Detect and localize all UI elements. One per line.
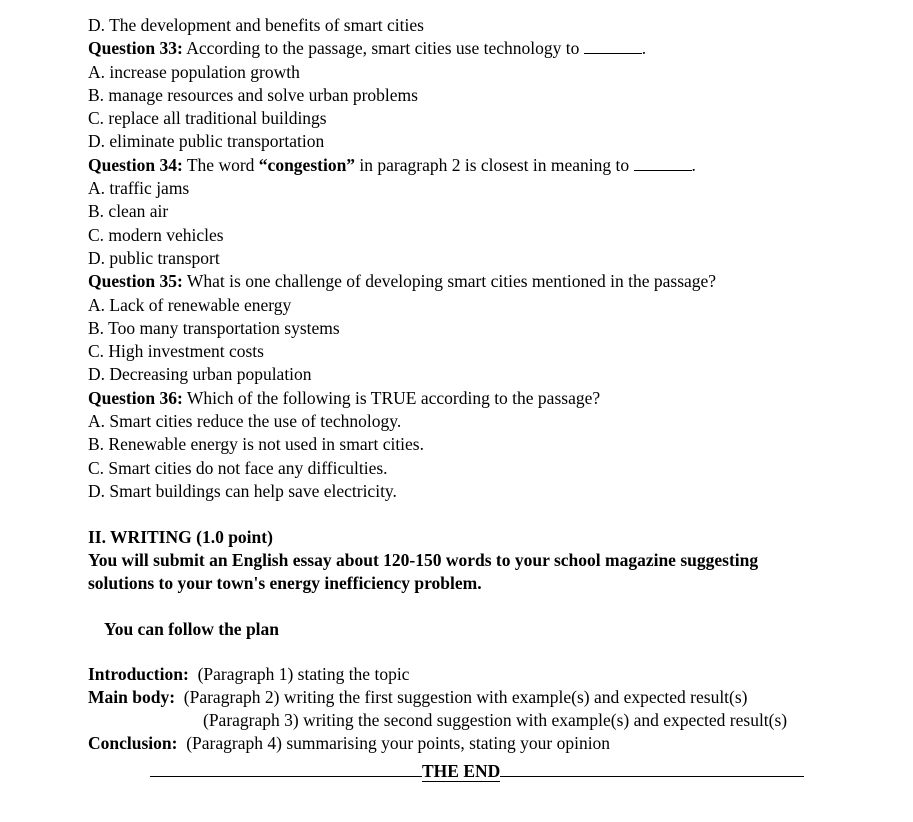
- q36-text: Which of the following is TRUE according to the passage?: [182, 387, 601, 408]
- writing-heading: II. WRITING (1.0 point): [88, 527, 273, 548]
- writing-task-line1: You will submit an English essay about 120-150 words to your school magazine suggesting: [88, 550, 759, 571]
- end-rule-left: [150, 760, 422, 777]
- writing-task-line2: solutions to your town's energy inefficiency problem.: [88, 573, 482, 594]
- q33-option-a: A. increase population growth: [88, 61, 300, 82]
- q33-blank: [584, 37, 642, 54]
- conclusion-label: Conclusion:: [88, 733, 178, 754]
- intro-text: (Paragraph 1) stating the topic: [188, 664, 410, 685]
- q33-option-c: C. replace all traditional buildings: [88, 108, 327, 129]
- q33-stem: [88, 37, 888, 60]
- q33-label: Question 33:: [88, 38, 183, 59]
- outline-main-body-2: [88, 709, 888, 732]
- q35-label: Question 35:: [88, 271, 183, 292]
- q34-text-b: in paragraph 2 is closest in meaning to: [355, 154, 634, 175]
- main-label: Main body:: [88, 687, 176, 708]
- q33-text: According to the passage, smart cities use technology to: [182, 38, 584, 59]
- outline-conclusion: [88, 732, 888, 755]
- q32-option-d: D. The development and benefits of smart cities: [88, 15, 424, 35]
- intro-label: Introduction:: [88, 664, 189, 685]
- q34-option-c: C. modern vehicles: [88, 224, 224, 245]
- the-end-line: [150, 760, 816, 783]
- q35-text: What is one challenge of developing smart cities mentioned in the passage?: [182, 271, 717, 292]
- q35-stem: [88, 270, 888, 293]
- q34-keyword: “congestion”: [258, 154, 356, 175]
- q35-option-a: A. Lack of renewable energy: [88, 294, 292, 315]
- q36-label: Question 36:: [88, 387, 183, 408]
- q34-text-a: The word: [182, 154, 259, 175]
- q34-blank: [634, 154, 692, 171]
- q33-option-d: D. eliminate public transportation: [88, 131, 325, 152]
- q36-option-a: A. Smart cities reduce the use of technology.: [88, 411, 402, 432]
- writing-section: [88, 526, 888, 755]
- plan-intro: You can follow the plan: [104, 619, 280, 640]
- end-rule-right: [500, 760, 804, 777]
- outline-introduction: [88, 663, 888, 686]
- main-text-2: (Paragraph 3) writing the second suggestion with example(s) and expected result(s): [203, 710, 788, 731]
- exam-page: [88, 14, 888, 755]
- q36-option-d: D. Smart buildings can help save electricity.: [88, 480, 397, 501]
- q33-period: .: [641, 38, 647, 59]
- q35-option-b: B. Too many transportation systems: [88, 317, 340, 338]
- q34-label: Question 34:: [88, 154, 183, 175]
- q35-option-d: D. Decreasing urban population: [88, 364, 312, 385]
- outline-main-body: [88, 686, 888, 709]
- q34-option-a: A. traffic jams: [88, 178, 190, 199]
- q35-option-c: C. High investment costs: [88, 341, 264, 362]
- main-text-1: (Paragraph 2) writing the first suggestion with example(s) and expected result(s): [175, 687, 748, 708]
- conclusion-text: (Paragraph 4) summarising your points, stating your opinion: [177, 733, 611, 754]
- q34-option-b: B. clean air: [88, 201, 169, 222]
- q34-period: .: [691, 154, 696, 175]
- q36-stem: [88, 387, 888, 410]
- q33-option-b: B. manage resources and solve urban problems: [88, 84, 418, 105]
- q36-option-b: B. Renewable energy is not used in smart cities.: [88, 434, 424, 455]
- q34-stem: [88, 154, 888, 177]
- q34-option-d: D. public transport: [88, 247, 220, 268]
- the-end: THE END: [422, 761, 501, 781]
- q36-option-c: C. Smart cities do not face any difficulties.: [88, 457, 388, 478]
